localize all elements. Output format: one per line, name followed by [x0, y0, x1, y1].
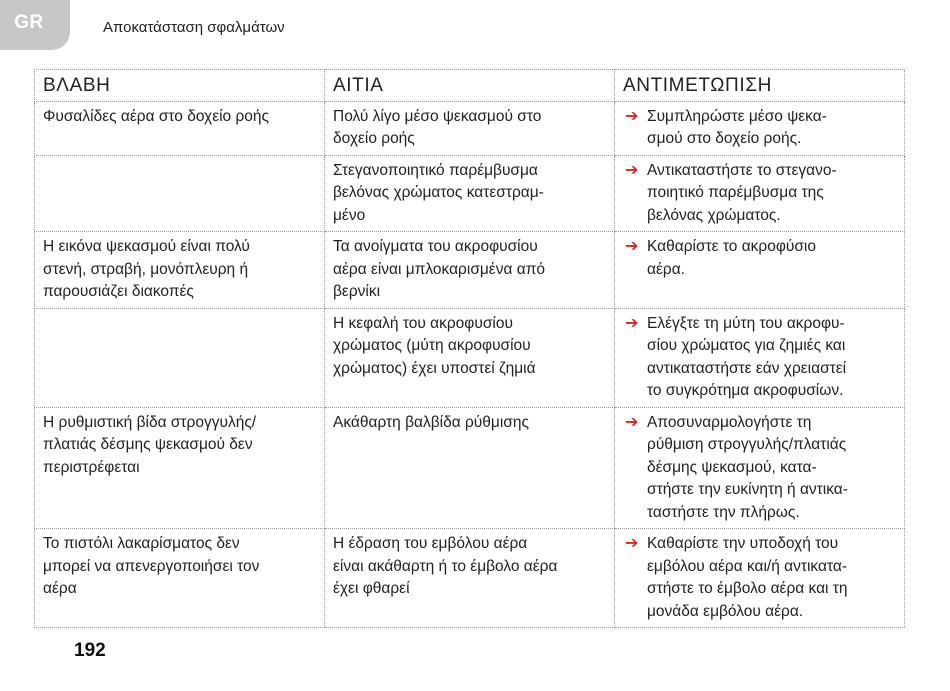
- table-row: [35, 308, 905, 407]
- section-title: Αποκατάσταση σφαλμάτων: [103, 19, 285, 36]
- fault-text: Φυσαλίδες αέρα στο δοχείο ροής: [43, 107, 270, 125]
- table-row: [35, 101, 905, 155]
- cause-text: Πολύ λίγο μέσο ψεκασμού στο δοχείο ροής: [333, 107, 542, 147]
- arrow-right-icon: ➔: [625, 161, 639, 179]
- remedy-cell: [615, 155, 905, 232]
- fault-cell: [35, 308, 325, 407]
- remedy-text: Αντικαταστήστε το στεγανο- ποιητικό παρέμβυσμα της βελόνας χρώματος.: [647, 161, 837, 224]
- remedy-text: Συμπληρώστε μέσο ψεκα- σμού στο δοχείο ροής.: [647, 107, 827, 147]
- cause-text: Τα ανοίγματα του ακροφυσίου αέρα είναι μπλοκαρισμένα από βερνίκι: [333, 238, 546, 300]
- table-row: [35, 155, 905, 232]
- remedy-text: Καθαρίστε την υποδοχή του εμβόλου αέρα και/ή αντικατα- στήστε το έμβολο αέρα και τη μονάδα εμβόλου αέρα.: [647, 535, 848, 620]
- table-row: [35, 529, 905, 628]
- arrow-right-icon: ➔: [625, 107, 639, 125]
- cause-text: Ακάθαρτη βαλβίδα ρύθμισης: [333, 413, 529, 431]
- column-header-remedy: ΑΝΤΙΜΕΤΩΠΙΣΗ: [615, 70, 905, 102]
- cause-cell: [325, 308, 615, 407]
- cause-cell: [325, 155, 615, 232]
- remedy-text: Καθαρίστε το ακροφύσιο αέρα.: [647, 238, 816, 278]
- arrow-right-icon: ➔: [625, 535, 639, 552]
- fault-cell: [35, 232, 325, 309]
- remedy-text: Ελέγξτε τη μύτη του ακροφυ- σίου χρώματος για ζημιές και αντικαταστήστε εάν χρειαστεί το συγκρότημα ακροφυσίων.: [647, 314, 847, 399]
- remedy-cell: [615, 232, 905, 309]
- language-tab: [0, 0, 70, 50]
- cause-text: Στεγανοποιητικό παρέμβυσμα βελόνας χρώματος κατεστραμ- μένο: [333, 161, 544, 224]
- table-header-row: [35, 70, 905, 102]
- troubleshooting-table: [34, 69, 905, 628]
- remedy-cell: [615, 529, 905, 628]
- column-header-cause: ΑΙΤΙΑ: [325, 70, 615, 102]
- table-row: [35, 232, 905, 309]
- fault-cell: [35, 529, 325, 628]
- page-number: 192: [74, 640, 106, 661]
- cause-text: Η κεφαλή του ακροφυσίου χρώματος (μύτη ακροφυσίου χρώματος) έχει υποστεί ζημιά: [333, 314, 536, 377]
- fault-text: Η ρυθμιστική βίδα στρογγυλής/ πλατιάς δέσμης ψεκασμού δεν περιστρέφεται: [43, 413, 257, 476]
- fault-cell: [35, 155, 325, 232]
- fault-cell: [35, 407, 325, 529]
- fault-cell: [35, 101, 325, 155]
- column-header-fault: ΒΛΑΒΗ: [35, 70, 325, 102]
- arrow-right-icon: ➔: [625, 314, 639, 332]
- remedy-cell: [615, 407, 905, 529]
- table-row: [35, 407, 905, 529]
- cause-cell: [325, 232, 615, 309]
- remedy-cell: [615, 308, 905, 407]
- remedy-text: Αποσυναρμολογήστε τη ρύθμιση στρογγυλής/πλατιάς δέσμης ψεκασμού, κατα- στήστε την ευκίνητη ή αντικα- ταστήστε την πλήρως.: [647, 413, 848, 521]
- cause-cell: [325, 101, 615, 155]
- cause-cell: [325, 529, 615, 628]
- remedy-cell: [615, 101, 905, 155]
- cause-cell: [325, 407, 615, 529]
- arrow-right-icon: ➔: [625, 413, 639, 431]
- cause-text: Η έδραση του εμβόλου αέρα είναι ακάθαρτη ή το έμβολο αέρα έχει φθαρεί: [333, 535, 558, 597]
- fault-text: Το πιστόλι λακαρίσματος δεν μπορεί να απενεργοποιήσει τον αέρα: [43, 535, 260, 597]
- arrow-right-icon: ➔: [625, 238, 639, 255]
- fault-text: Η εικόνα ψεκασμού είναι πολύ στενή, στραβή, μονόπλευρη ή παρουσιάζει διακοπές: [43, 238, 250, 300]
- language-code: GR: [14, 12, 44, 33]
